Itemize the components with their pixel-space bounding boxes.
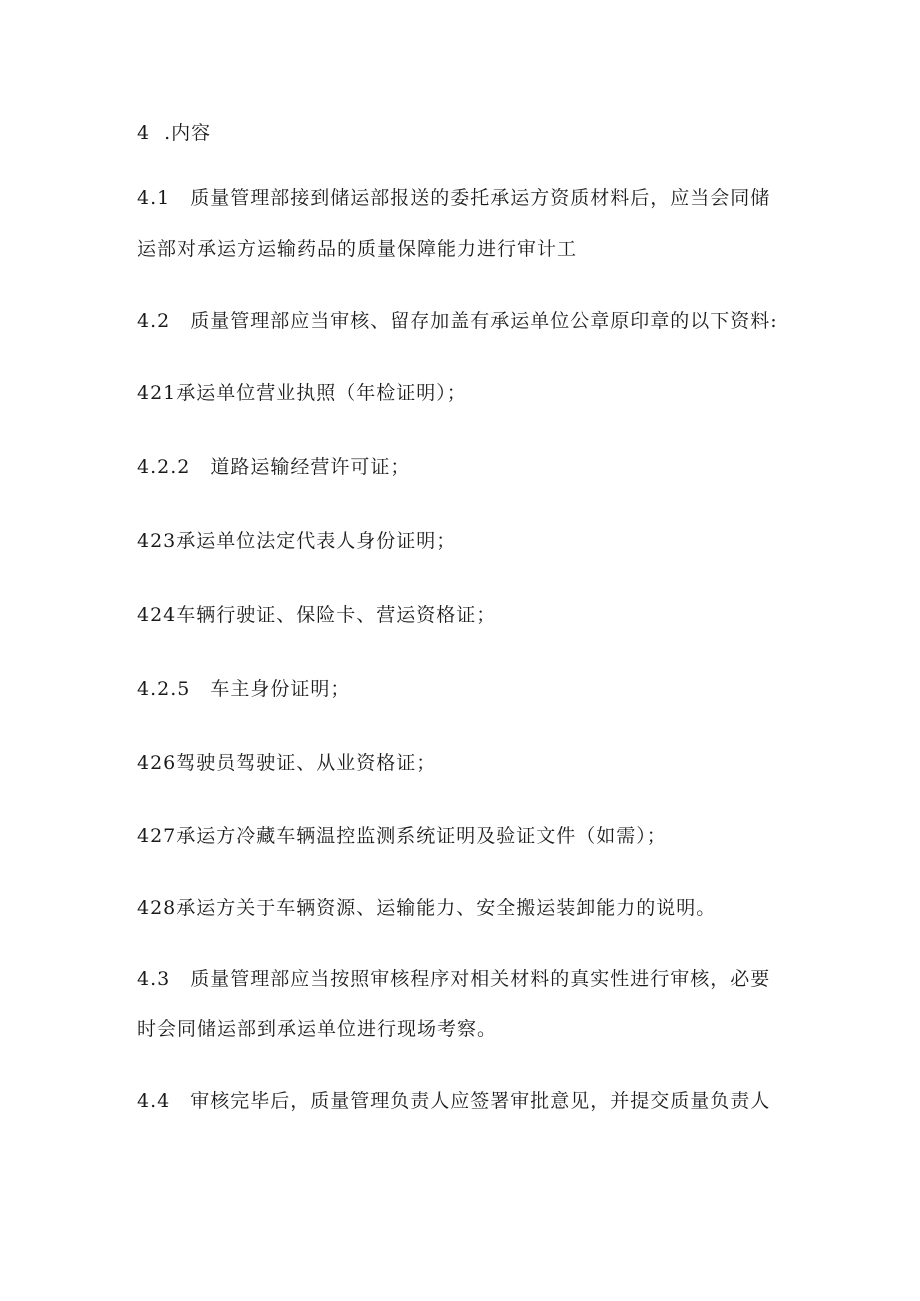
- item-number: 4.4: [137, 1090, 171, 1112]
- paragraph-4-1: [137, 186, 770, 210]
- item-text: 质量管理部应当按照审核程序对相关材料的真实性进行审核，必要: [190, 968, 771, 990]
- item-number: 4.1: [137, 187, 171, 209]
- item-number: 427: [137, 825, 177, 847]
- item-text: 承运方冷藏车辆温控监测系统证明及验证文件（如需）；: [176, 825, 667, 847]
- item-text: 道路运输经营许可证；: [210, 456, 411, 478]
- item-text: 车主身份证明；: [210, 678, 351, 700]
- paragraph-4-2: [137, 309, 778, 333]
- item-text: 车辆行驶证、保险卡、营运资格证；: [176, 604, 497, 626]
- item-number: 4.2.5: [137, 678, 191, 700]
- list-item-424: [137, 603, 496, 627]
- item-text: 审核完毕后，质量管理负责人应签署审批意见，并提交质量负责人: [190, 1090, 771, 1112]
- item-text: 承运单位营业执照（年检证明）；: [176, 382, 467, 404]
- list-item-428: [137, 896, 716, 920]
- item-text: 质量管理部接到储运部报送的委托承运方资质材料后，应当会同储: [190, 187, 771, 209]
- list-item-426: [137, 751, 436, 775]
- item-number: 4.2.2: [137, 456, 191, 478]
- section-heading: [137, 121, 211, 145]
- paragraph-4-3: [137, 967, 770, 991]
- item-text: 承运方关于车辆资源、运输能力、安全搬运装卸能力的说明。: [176, 897, 717, 919]
- item-number: 423: [137, 530, 177, 552]
- paragraph-4-1-continued: [137, 237, 577, 261]
- item-text: 承运单位法定代表人身份证明；: [176, 530, 457, 552]
- item-number: 4.2: [137, 310, 171, 332]
- list-item-423: [137, 529, 456, 553]
- list-item-421: [137, 381, 467, 405]
- item-text: 运部对承运方运输药品的质量保障能力进行审计工: [137, 238, 578, 260]
- paragraph-4-4: [137, 1089, 770, 1113]
- section-title: .内容: [164, 122, 212, 144]
- item-number: 4.3: [137, 968, 171, 990]
- list-item-427: [137, 824, 667, 848]
- paragraph-4-3-continued: [137, 1017, 497, 1041]
- item-text: 质量管理部应当审核、留存加盖有承运单位公章原印章的以下资料:: [190, 310, 778, 332]
- item-number: 428: [137, 897, 177, 919]
- item-text: 驾驶员驾驶证、从业资格证；: [176, 752, 437, 774]
- list-item-4-2-2: [137, 455, 410, 479]
- list-item-4-2-5: [137, 677, 350, 701]
- item-number: 421: [137, 382, 177, 404]
- item-text: 时会同储运部到承运单位进行现场考察。: [137, 1018, 498, 1040]
- item-number: 426: [137, 752, 177, 774]
- item-number: 424: [137, 604, 177, 626]
- section-number: 4: [137, 122, 151, 144]
